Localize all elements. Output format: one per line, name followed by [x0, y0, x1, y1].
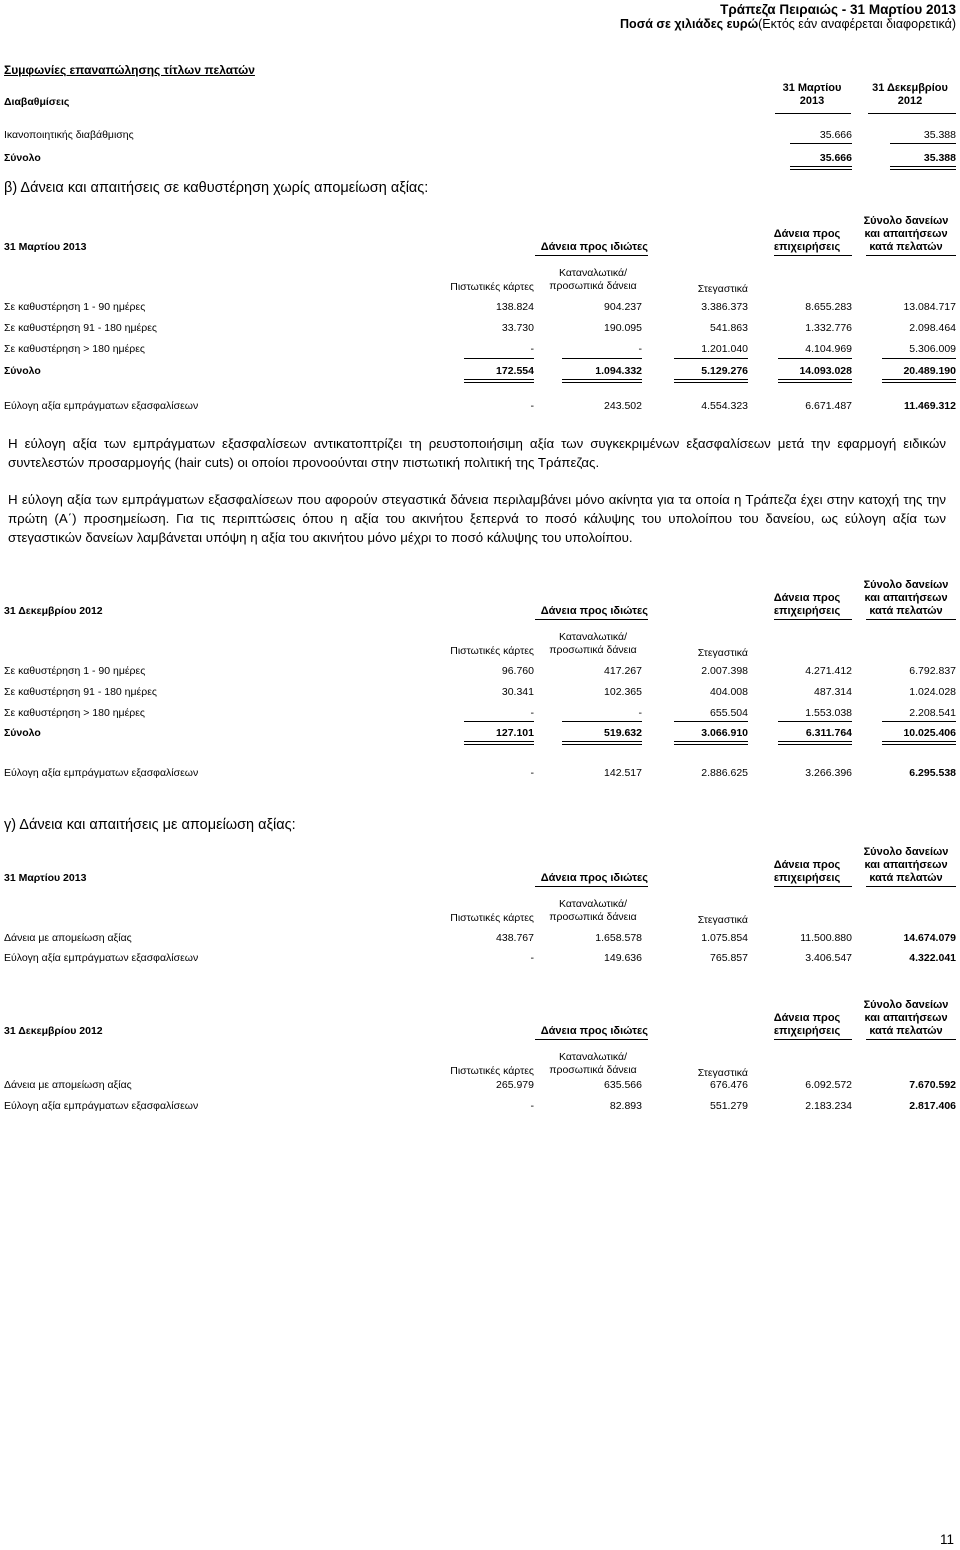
- c1-impaired-value-4: 11.500.880: [800, 932, 852, 944]
- recon-header-underline-1: [775, 113, 851, 114]
- b1-row-1-value-4: 8.655.283: [805, 301, 852, 313]
- b2-total-value-5: 10.025.406: [903, 727, 956, 739]
- b2-row-3-value-5: 2.208.541: [909, 707, 956, 719]
- b2-row-1-value-5: 6.792.837: [909, 665, 956, 677]
- b2-corporate-underline: [774, 619, 852, 620]
- b1-corporate-header-l2: επιχειρήσεις: [773, 241, 841, 253]
- b1-row-3-value-4: 4.104.969: [805, 343, 852, 355]
- c1-impaired-label: Δάνεια με απομείωση αξίας: [4, 932, 132, 944]
- b1-total-value-1: 172.554: [496, 365, 534, 377]
- c2-fair-value-value-4: 2.183.234: [805, 1100, 852, 1112]
- recon-total-dline-2: [890, 166, 956, 170]
- b2-total-dline-3: [674, 741, 748, 745]
- b2-fair-value-label: Εύλογη αξία εμπράγματων εξασφαλίσεων: [4, 767, 199, 779]
- b2-total-value-1: 127.101: [496, 727, 534, 739]
- b2-row-3-value-1: -: [530, 707, 534, 719]
- reconciliation-title: Συμφωνίες επαναπώλησης τίτλων πελατών: [4, 63, 255, 77]
- b1-cards-header: Πιστωτικές κάρτες: [450, 281, 534, 293]
- c2-impaired-value-2: 635.566: [604, 1079, 642, 1091]
- b2-row-2-value-2: 102.365: [604, 686, 642, 698]
- b2-total-dline-5: [882, 741, 956, 745]
- b1-total-header-l2: και απαιτήσεων: [864, 228, 948, 240]
- b2-total-header: [856, 579, 956, 618]
- b2-total-value-3: 3.066.910: [701, 727, 748, 739]
- c1-mortgage-header: Στεγαστικά: [697, 914, 748, 926]
- currency-note-qualifier: (Εκτός εάν αναφέρεται διαφορετικά): [758, 17, 956, 31]
- c1-impaired-value-5: 14.674.079: [903, 932, 956, 944]
- page-number: 11: [939, 1532, 954, 1547]
- b1-total-value-5: 20.489.190: [903, 365, 956, 377]
- b2-fair-value-value-2: 142.517: [604, 767, 642, 779]
- b2-fair-value-value-5: 6.295.538: [909, 767, 956, 779]
- c2-fair-value-label: Εύλογη αξία εμπράγματων εξασφαλίσεων: [4, 1100, 199, 1112]
- b1-row-3-label: Σε καθυστέρηση > 180 ημέρες: [4, 343, 145, 355]
- b2-sum-line-1: [464, 721, 534, 722]
- b1-total-label: Σύνολο: [4, 365, 41, 377]
- b2-total-value-2: 519.632: [604, 727, 642, 739]
- recon-col1-line2: 2013: [799, 95, 825, 107]
- c1-retail-underline: [535, 886, 648, 887]
- c1-impaired-value-1: 438.767: [496, 932, 534, 944]
- c2-fair-value-value-1: -: [530, 1100, 534, 1112]
- b2-row-3-label: Σε καθυστέρηση > 180 ημέρες: [4, 707, 145, 719]
- b2-sum-line-4: [778, 721, 852, 722]
- b1-sum-line-1: [464, 358, 534, 359]
- c2-mortgage-header: Στεγαστικά: [697, 1067, 748, 1079]
- b2-row-1-value-2: 417.267: [604, 665, 642, 677]
- b1-fair-value-value-5: 11.469.312: [904, 400, 956, 412]
- b2-row-2-value-5: 1.024.028: [909, 686, 956, 698]
- b2-corporate-header-l1: Δάνεια προς: [773, 592, 841, 604]
- c2-impaired-value-4: 6.092.572: [805, 1079, 852, 1091]
- section-c-title: γ) Δάνεια και απαιτήσεις με απομείωση αξίας:: [4, 817, 296, 833]
- b2-total-value-4: 6.311.764: [805, 727, 852, 739]
- c2-fair-value-value-2: 82.893: [609, 1100, 642, 1112]
- b2-row-1-value-3: 2.007.398: [701, 665, 748, 677]
- b2-row-2-value-1: 30.341: [501, 686, 534, 698]
- b1-row-1-label: Σε καθυστέρηση 1 - 90 ημέρες: [4, 301, 146, 313]
- b2-fair-value-value-1: -: [530, 767, 534, 779]
- b2-total-dline-2: [562, 741, 642, 745]
- c2-total-header-l3: κατά πελατών: [869, 1025, 943, 1037]
- b2-total-dline-4: [778, 741, 852, 745]
- b1-total-header-l1: Σύνολο δανείων: [863, 215, 949, 227]
- c1-impaired-value-3: 1.075.854: [701, 932, 748, 944]
- section-b-title: β) Δάνεια και απαιτήσεις σε καθυστέρηση χωρίς απομείωση αξίας:: [4, 180, 429, 196]
- c2-consumer-header-l2: προσωπικά δάνεια: [549, 1064, 637, 1076]
- recon-total-label: Σύνολο: [4, 152, 41, 164]
- c2-corporate-header: [762, 1012, 852, 1038]
- c2-impaired-value-3: 676.476: [710, 1079, 748, 1091]
- b2-fair-value-value-4: 3.266.396: [805, 767, 852, 779]
- b1-fair-value-label: Εύλογη αξία εμπράγματων εξασφαλίσεων: [4, 400, 199, 412]
- c1-impaired-value-2: 1.658.578: [595, 932, 642, 944]
- recon-col-dec2012: [864, 82, 956, 108]
- b2-row-1-label: Σε καθυστέρηση 1 - 90 ημέρες: [4, 665, 146, 677]
- b2-date-label: 31 Δεκεμβρίου 2012: [4, 605, 103, 617]
- b2-corporate-header-l2: επιχειρήσεις: [773, 605, 841, 617]
- c1-fair-value-value-2: 149.636: [604, 952, 642, 964]
- b1-total-dline-2: [562, 379, 642, 383]
- b1-mortgage-header: Στεγαστικά: [697, 283, 748, 295]
- b1-row-2-label: Σε καθυστέρηση 91 - 180 ημέρες: [4, 322, 157, 334]
- c2-total-header-l1: Σύνολο δανείων: [863, 999, 949, 1011]
- c2-date-label: 31 Δεκεμβρίου 2012: [4, 1025, 103, 1037]
- c2-consumer-header: [538, 1051, 648, 1077]
- b1-fair-value-value-4: 6.671.487: [805, 400, 852, 412]
- b1-total-dline-1: [464, 379, 534, 383]
- b1-sum-line-2: [562, 358, 642, 359]
- c2-corporate-underline: [774, 1039, 852, 1040]
- c1-total-header-l2: και απαιτήσεων: [864, 859, 948, 871]
- c1-fair-value-value-1: -: [530, 952, 534, 964]
- b1-total-value-4: 14.093.028: [799, 365, 852, 377]
- b2-consumer-header: [538, 631, 648, 657]
- b1-row-2-value-5: 2.098.464: [909, 322, 956, 334]
- c1-total-header-l3: κατά πελατών: [869, 872, 943, 884]
- b1-total-dline-3: [674, 379, 748, 383]
- b1-row-2-value-4: 1.332.776: [805, 322, 852, 334]
- c1-retail-header: Δάνεια προς ιδιώτες: [540, 872, 648, 884]
- b1-retail-header: Δάνεια προς ιδιώτες: [540, 241, 648, 253]
- b1-fair-value-value-3: 4.554.323: [701, 400, 748, 412]
- recon-sum-line-1: [790, 143, 852, 144]
- recon-total-v1: 35.666: [819, 152, 852, 164]
- c2-impaired-value-5: 7.670.592: [909, 1079, 956, 1091]
- b1-consumer-header-l1: Καταναλωτικά/: [558, 267, 628, 279]
- b1-total-underline: [866, 255, 956, 256]
- b1-retail-underline: [535, 255, 648, 256]
- b1-row-3-value-5: 5.306.009: [909, 343, 956, 355]
- b2-total-header-l1: Σύνολο δανείων: [863, 579, 949, 591]
- ratings-header: Διαβαθμίσεις: [4, 96, 70, 108]
- b2-total-header-l3: κατά πελατών: [869, 605, 943, 617]
- recon-row-label: Ικανοποιητικής διαβάθμισης: [4, 129, 134, 141]
- b1-corporate-header: [762, 228, 852, 254]
- b1-total-header: [856, 215, 956, 254]
- b2-cards-header: Πιστωτικές κάρτες: [450, 645, 534, 657]
- c2-fair-value-value-5: 2.817.406: [909, 1100, 956, 1112]
- recon-row-v2: 35.388: [923, 129, 956, 141]
- recon-col-mar2013: [772, 82, 852, 108]
- recon-header-underline-2: [868, 113, 956, 114]
- b1-row-3-value-3: 1.201.040: [701, 343, 748, 355]
- c1-corporate-header-l1: Δάνεια προς: [773, 859, 841, 871]
- b2-corporate-header: [762, 592, 852, 618]
- b2-total-underline: [866, 619, 956, 620]
- b1-fair-value-value-2: 243.502: [604, 400, 642, 412]
- b1-row-2-value-1: 33.730: [501, 322, 534, 334]
- c1-fair-value-value-3: 765.857: [710, 952, 748, 964]
- c1-total-header-l1: Σύνολο δανείων: [863, 846, 949, 858]
- c2-consumer-header-l1: Καταναλωτικά/: [558, 1051, 628, 1063]
- b1-row-1-value-2: 904.237: [604, 301, 642, 313]
- c1-corporate-underline: [774, 886, 852, 887]
- b1-sum-line-5: [882, 358, 956, 359]
- c1-consumer-header: [538, 898, 648, 924]
- c1-fair-value-label: Εύλογη αξία εμπράγματων εξασφαλίσεων: [4, 952, 199, 964]
- b1-total-header-l3: κατά πελατών: [869, 241, 943, 253]
- c2-retail-header: Δάνεια προς ιδιώτες: [540, 1025, 648, 1037]
- paragraph-mortgage-collateral: Η εύλογη αξία των εμπράγματων εξασφαλίσεων που αφορούν στεγαστικά δάνεια περιλαμβάνει μόνο ακίνητα για τα οποία η Τράπεζα έχει στην κατοχή της την πρώτη (Α΄) προσημείωση. Για τις περιπτώσεις όπου η αξία του ακινήτου ξεπερνά το ποσό κάλυψης του υπολοίπου του δανείου, ως εύλογη αξία των στεγαστικών δανείων λαμβάνεται υπόψη η αξία του ακινήτου μόνο μέχρι το ποσό κάλυψης του υπολοίπου.: [8, 492, 946, 545]
- b2-row-2-value-4: 487.314: [814, 686, 852, 698]
- b1-row-1-value-3: 3.386.373: [701, 301, 748, 313]
- b2-consumer-header-l2: προσωπικά δάνεια: [549, 644, 637, 656]
- b2-row-3-value-4: 1.553.038: [805, 707, 852, 719]
- b1-sum-line-4: [778, 358, 852, 359]
- b1-row-1-value-1: 138.824: [496, 301, 534, 313]
- c2-total-header-l2: και απαιτήσεων: [864, 1012, 948, 1024]
- b1-corporate-header-l1: Δάνεια προς: [773, 228, 841, 240]
- c2-impaired-label: Δάνεια με απομείωση αξίας: [4, 1079, 132, 1091]
- b2-sum-line-3: [674, 721, 748, 722]
- b1-row-2-value-2: 190.095: [604, 322, 642, 334]
- recon-col2-line1: 31 Δεκεμβρίου: [872, 82, 948, 94]
- c2-impaired-value-1: 265.979: [496, 1079, 534, 1091]
- c2-retail-underline: [535, 1039, 648, 1040]
- b2-row-2-value-3: 404.008: [710, 686, 748, 698]
- b2-total-header-l2: και απαιτήσεων: [864, 592, 948, 604]
- c1-corporate-header-l2: επιχειρήσεις: [773, 872, 841, 884]
- b2-row-1-value-4: 4.271.412: [805, 665, 852, 677]
- b1-row-2-value-3: 541.863: [710, 322, 748, 334]
- recon-total-v2: 35.388: [923, 152, 956, 164]
- b2-total-label: Σύνολο: [4, 727, 41, 739]
- b2-retail-header: Δάνεια προς ιδιώτες: [540, 605, 648, 617]
- c1-fair-value-value-4: 3.406.547: [805, 952, 852, 964]
- recon-sum-line-2: [890, 143, 956, 144]
- c1-total-header: [856, 846, 956, 885]
- b2-sum-line-5: [882, 721, 956, 722]
- b1-row-3-value-1: -: [530, 343, 534, 355]
- b2-total-dline-1: [464, 741, 534, 745]
- b2-consumer-header-l1: Καταναλωτικά/: [558, 631, 628, 643]
- b1-total-value-2: 1.094.332: [595, 365, 642, 377]
- c2-cards-header: Πιστωτικές κάρτες: [450, 1065, 534, 1077]
- recon-col1-line1: 31 Μαρτίου: [782, 82, 842, 94]
- c1-date-label: 31 Μαρτίου 2013: [4, 872, 87, 884]
- c1-fair-value-value-5: 4.322.041: [909, 952, 956, 964]
- b1-row-1-value-5: 13.084.717: [903, 301, 956, 313]
- b1-date-label: 31 Μαρτίου 2013: [4, 241, 87, 253]
- c1-cards-header: Πιστωτικές κάρτες: [450, 912, 534, 924]
- b1-total-dline-4: [778, 379, 852, 383]
- b2-row-1-value-1: 96.760: [501, 665, 534, 677]
- c2-total-header: [856, 999, 956, 1038]
- c1-corporate-header: [762, 859, 852, 885]
- b2-sum-line-2: [562, 721, 642, 722]
- b1-consumer-header-l2: προσωπικά δάνεια: [549, 280, 637, 292]
- b1-total-dline-5: [882, 379, 956, 383]
- b1-consumer-header: [538, 267, 648, 293]
- b1-fair-value-value-1: -: [530, 400, 534, 412]
- recon-row-v1: 35.666: [819, 129, 852, 141]
- c2-corporate-header-l2: επιχειρήσεις: [773, 1025, 841, 1037]
- c1-total-underline: [866, 886, 956, 887]
- b2-mortgage-header: Στεγαστικά: [697, 647, 748, 659]
- c2-fair-value-value-3: 551.279: [710, 1100, 748, 1112]
- recon-total-dline-1: [790, 166, 852, 170]
- b2-row-3-value-2: -: [638, 707, 642, 719]
- b2-fair-value-value-3: 2.886.625: [701, 767, 748, 779]
- page-header-subtitle: [620, 17, 956, 31]
- b1-corporate-underline: [774, 255, 852, 256]
- c2-corporate-header-l1: Δάνεια προς: [773, 1012, 841, 1024]
- page-header-title: Τράπεζα Πειραιώς - 31 Μαρτίου 2013: [720, 2, 956, 17]
- b1-total-value-3: 5.129.276: [701, 365, 748, 377]
- currency-note: Ποσά σε χιλιάδες ευρώ: [620, 17, 759, 31]
- b2-row-3-value-3: 655.504: [710, 707, 748, 719]
- c2-total-underline: [866, 1039, 956, 1040]
- c1-consumer-header-l1: Καταναλωτικά/: [558, 898, 628, 910]
- paragraph-haircuts: Η εύλογη αξία των εμπράγματων εξασφαλίσεων αντικατοπτρίζει τη ρευστοποιήσιμη αξία των συγκεκριμένων εξασφαλίσεων μετά την εφαρμογή ειδικών συντελεστών προσαρμογής (hair cuts) οι οποίοι προνοούνται στην πιστωτική πολιτική της Τράπεζας.: [8, 436, 946, 470]
- b2-retail-underline: [535, 619, 648, 620]
- b2-row-2-label: Σε καθυστέρηση 91 - 180 ημέρες: [4, 686, 157, 698]
- b1-row-3-value-2: -: [638, 343, 642, 355]
- c1-consumer-header-l2: προσωπικά δάνεια: [549, 911, 637, 923]
- recon-col2-line2: 2012: [897, 95, 923, 107]
- b1-sum-line-3: [674, 358, 748, 359]
